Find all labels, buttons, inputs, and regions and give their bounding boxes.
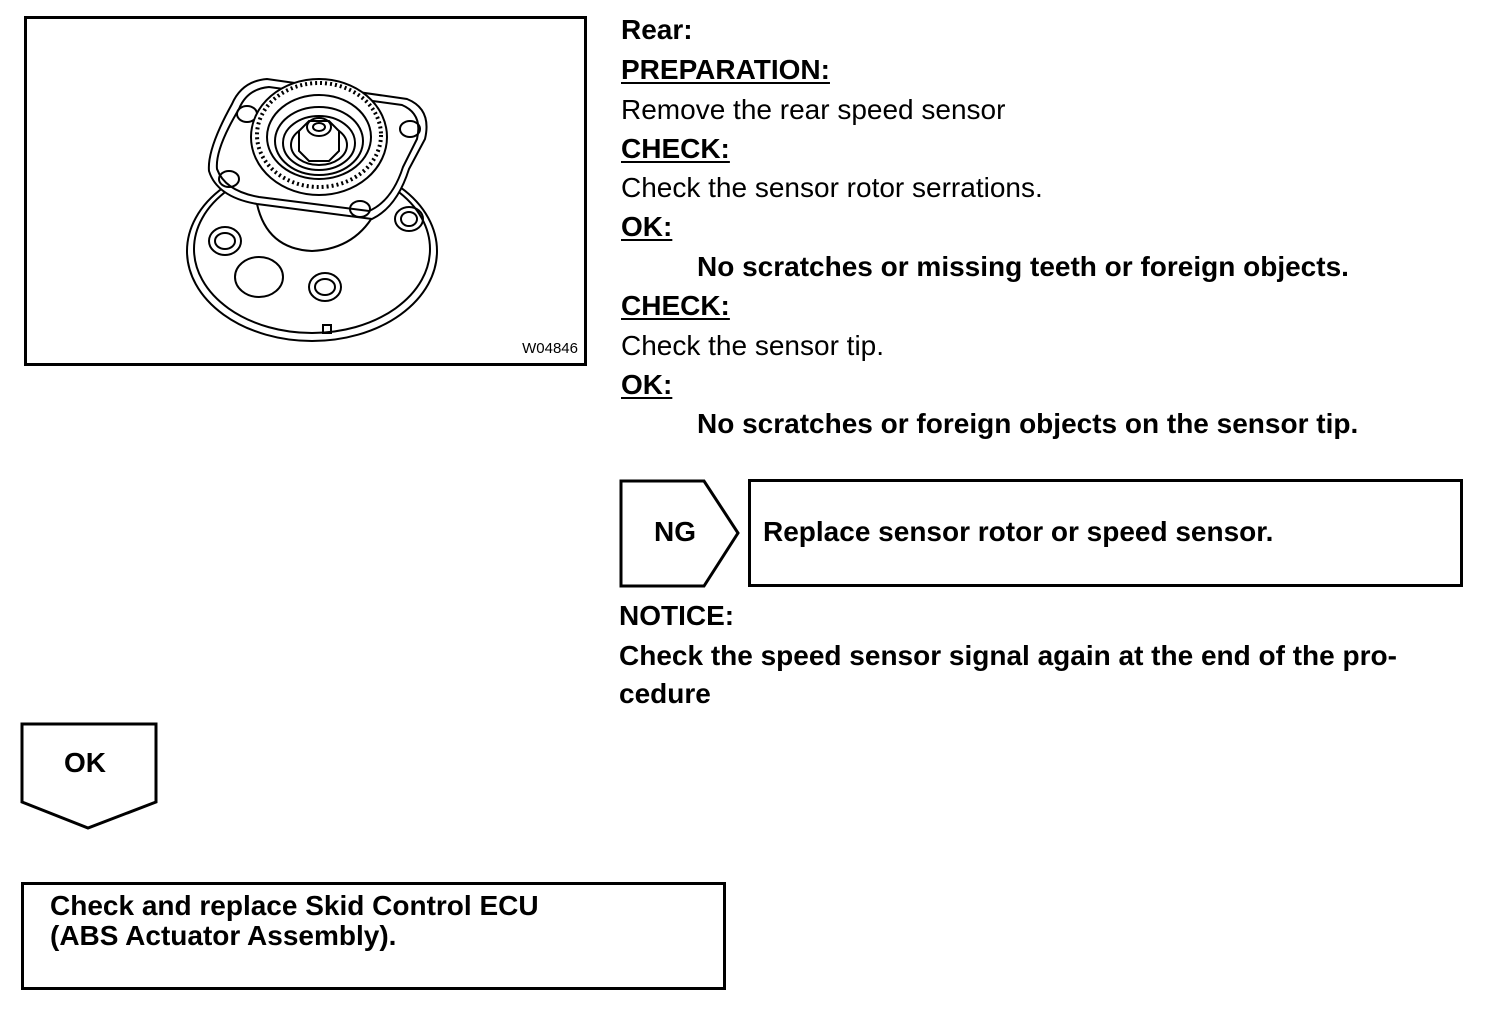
preparation-heading: PREPARATION: <box>621 54 830 85</box>
figure-box <box>24 16 587 366</box>
notice-line2: cedure <box>619 678 711 709</box>
ok-action-line1: Check and replace Skid Control ECU <box>50 890 539 921</box>
rear-axle-hub-illustration <box>27 19 584 363</box>
figure-code: W04846 <box>522 340 578 357</box>
check2-text: Check the sensor tip. <box>621 330 885 361</box>
check1-ok-text: No scratches or missing teeth or foreign objects. <box>697 251 1349 282</box>
rear-label: Rear: <box>621 14 693 45</box>
check2-heading: CHECK: <box>621 290 730 321</box>
ok-label: OK <box>64 747 106 778</box>
check1-ok-heading: OK: <box>621 211 673 242</box>
notice-heading: NOTICE: <box>619 600 735 631</box>
check2-ok-text: No scratches or foreign objects on the sensor tip. <box>697 408 1359 439</box>
check1-heading: CHECK: <box>621 133 730 164</box>
ng-action-text: Replace sensor rotor or speed sensor. <box>763 516 1274 547</box>
check2-ok-heading: OK: <box>621 369 673 400</box>
preparation-text: Remove the rear speed sensor <box>621 94 1006 125</box>
notice-line1: Check the speed sensor signal again at the end of the pro- <box>619 640 1397 671</box>
check1-text: Check the sensor rotor serrations. <box>621 172 1043 203</box>
ok-action-text <box>50 890 539 952</box>
ng-label: NG <box>654 516 696 547</box>
ok-action-line2: (ABS Actuator Assembly). <box>50 920 397 951</box>
